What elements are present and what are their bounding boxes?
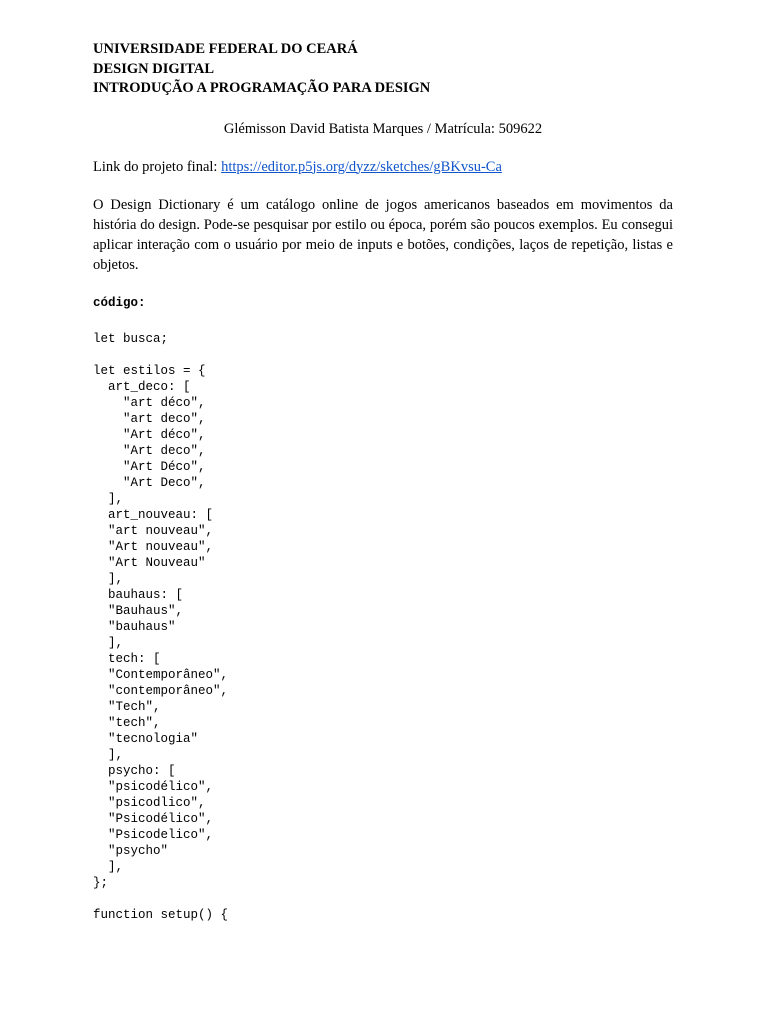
code-line: "psicodlico", [93, 795, 206, 810]
code-line: "Art Déco", [93, 459, 206, 474]
university-name: UNIVERSIDADE FEDERAL DO CEARÁ [93, 41, 358, 57]
code-line: "tecnologia" [93, 731, 199, 746]
course-name: DESIGN DIGITAL [93, 60, 214, 77]
code-line: "tech", [93, 715, 161, 730]
code-line: "psicodélico", [93, 779, 214, 794]
code-line: "Art nouveau", [93, 539, 214, 554]
code-line: ], [93, 747, 124, 762]
document-page [93, 40, 673, 923]
code-line: "bauhaus" [93, 619, 176, 634]
code-line: "Art deco", [93, 443, 206, 458]
code-line: "Art Nouveau" [93, 555, 206, 570]
code-line: let busca; [93, 331, 169, 346]
code-line: "art déco", [93, 395, 206, 410]
code-line: function setup() { [93, 907, 229, 922]
code-line: psycho: [ [93, 763, 176, 778]
code-line: art_deco: [ [93, 379, 191, 394]
code-line: ], [93, 571, 124, 586]
project-link-line [93, 157, 673, 177]
code-line: bauhaus: [ [93, 587, 184, 602]
code-line [93, 891, 673, 907]
code-line: "Bauhaus", [93, 603, 184, 618]
subject-name: INTRODUÇÃO A PROGRAMAÇÃO PARA DESIGN [93, 80, 431, 96]
code-line: "Psicodélico", [93, 811, 214, 826]
project-link-label: Link do projeto final: [93, 158, 222, 175]
code-line: "art deco", [93, 411, 206, 426]
project-link[interactable]: https://editor.p5js.org/dyzz/sketches/gBKvsu-Ca [221, 158, 502, 175]
document-header [93, 40, 673, 99]
code-line: art_nouveau: [ [93, 507, 214, 522]
code-line [93, 347, 673, 363]
code-block [93, 331, 673, 923]
code-line: "Art Deco", [93, 475, 206, 490]
code-line: "Tech", [93, 699, 161, 714]
code-line: ], [93, 491, 124, 506]
code-line: ], [93, 635, 124, 650]
code-label: código: [93, 295, 146, 310]
code-line: "Art déco", [93, 427, 206, 442]
code-line: ], [93, 859, 124, 874]
code-line: let estilos = { [93, 363, 206, 378]
code-line: "Psicodelico", [93, 827, 214, 842]
project-description: O Design Dictionary é um catálogo online de jogos americanos baseados em movimentos da história do design. Pode-se pesquisar por estilo ou época, porém são poucos exemplos. Eu consegui aplicar interação com o usuário por meio de inputs e botões, condições, laços de repetição, listas e objetos. [93, 196, 673, 273]
code-line: tech: [ [93, 651, 161, 666]
code-line: "Contemporâneo", [93, 667, 229, 682]
code-line: "art nouveau", [93, 523, 214, 538]
author-line: Glémisson David Batista Marques / Matrícula: 509622 [223, 120, 543, 137]
code-line: }; [93, 875, 109, 890]
code-line: "contemporâneo", [93, 683, 229, 698]
code-line: "psycho" [93, 843, 169, 858]
